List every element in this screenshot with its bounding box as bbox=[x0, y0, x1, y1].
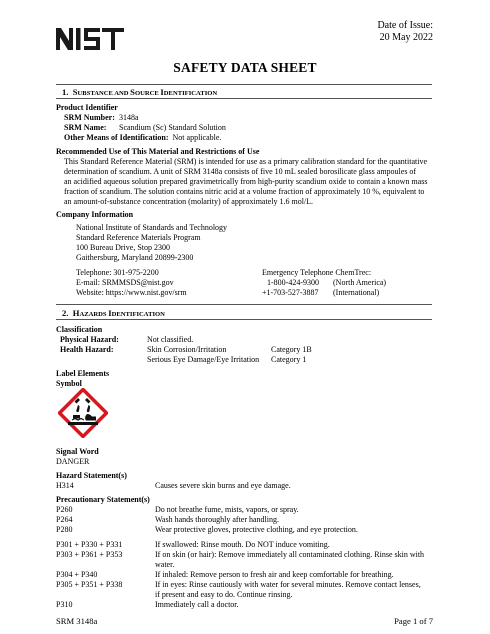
company-address-line: Standard Reference Materials Program bbox=[76, 233, 201, 242]
product-identifier-label: Product Identifier bbox=[56, 103, 118, 112]
other-means-label: Other Means of Identification: bbox=[64, 133, 169, 142]
section-2-heading bbox=[62, 308, 165, 319]
precautionary-statements-label: Precautionary Statement(s) bbox=[56, 495, 150, 504]
recommended-use-line: an amount-of-substance concentration (molarity) of approximately 1.6 mol/L. bbox=[64, 197, 314, 206]
precaution-text: Immediately call a doctor. bbox=[155, 600, 239, 609]
precaution-text: If on skin (or hair): Remove immediately all contaminated clothing. Rinse skin with bbox=[155, 550, 425, 559]
issue-date-block bbox=[377, 20, 433, 44]
precaution-code: P301 + P330 + P331 bbox=[56, 540, 123, 549]
section-divider bbox=[56, 304, 432, 305]
heading-part: OURCE bbox=[134, 90, 161, 97]
footer-srm-id: SRM 3148a bbox=[56, 616, 98, 626]
precaution-text: if present and easy to do. Continue rinsing. bbox=[155, 590, 293, 599]
precaution-text: water. bbox=[155, 560, 175, 569]
srm-number-label: SRM Number: bbox=[64, 113, 115, 122]
emergency-na-number: 1-800-424-9300 bbox=[267, 278, 319, 287]
recommended-use-line: fraction of scandium. The solution contains nitric acid at a volume fraction of approximately 10 %, equivalent to bbox=[64, 187, 425, 196]
section-2-number: 2. bbox=[62, 308, 69, 318]
health-hazard-category: Category 1B bbox=[271, 345, 312, 354]
symbol-label: Symbol bbox=[56, 379, 82, 388]
company-information-label: Company Information bbox=[56, 210, 134, 219]
label-elements-label: Label Elements bbox=[56, 369, 110, 378]
precaution-text: If in eyes: Rinse cautiously with water for several minutes. Remove contact lenses, bbox=[155, 580, 421, 589]
recommended-use-line: determination of scandium. A unit of SRM 3148a consists of five 10 mL sealed borosilicate glass ampoules of bbox=[64, 167, 417, 176]
recommended-use-label: Recommended Use of This Material and Restrictions of Use bbox=[56, 147, 260, 156]
other-means-row bbox=[64, 133, 221, 143]
hazard-statement-text: Causes severe skin burns and eye damage. bbox=[155, 481, 291, 490]
srm-name-label: SRM Name: bbox=[64, 123, 107, 132]
heading-part: I bbox=[160, 87, 164, 97]
physical-hazard-value: Not classified. bbox=[147, 335, 194, 344]
precaution-code: P310 bbox=[56, 600, 73, 609]
srm-name-value: Scandium (Sc) Standard Solution bbox=[119, 123, 226, 132]
recommended-use-line: an acidified aqueous solution prepared gravimetrically from high-purity scandium oxide to contain a known mass bbox=[64, 177, 428, 186]
health-hazard-name: Serious Eye Damage/Eye Irritation bbox=[147, 355, 260, 364]
company-address-line: 100 Bureau Drive, Stop 2300 bbox=[76, 243, 170, 252]
emergency-intl-number: +1-703-527-3887 bbox=[262, 288, 319, 297]
precaution-code: P260 bbox=[56, 505, 73, 514]
heading-part: UBSTANCE AND bbox=[77, 90, 131, 97]
heading-part: I bbox=[108, 308, 112, 318]
other-means-value: Not applicable. bbox=[172, 133, 222, 142]
heading-part: DENTIFICATION bbox=[111, 311, 165, 318]
section-divider bbox=[56, 319, 432, 320]
signal-word-value: DANGER bbox=[56, 457, 90, 466]
signal-word-label: Signal Word bbox=[56, 447, 99, 456]
company-address-line: National Institute of Standards and Technology bbox=[76, 223, 228, 232]
company-website-link[interactable]: Website: https://www.nist.gov/srm bbox=[76, 288, 187, 297]
precaution-code: P305 + P351 + P338 bbox=[56, 580, 123, 589]
issue-date-value: 20 May 2022 bbox=[379, 32, 433, 43]
footer-page-number: Page 1 of 7 bbox=[394, 616, 433, 626]
company-address-line: Gaithersburg, Maryland 20899-2300 bbox=[76, 253, 194, 262]
corrosion-pictogram-icon bbox=[58, 388, 108, 438]
nist-logo bbox=[56, 28, 124, 50]
section-1-number: 1. bbox=[62, 87, 69, 97]
hazard-statement-code: H314 bbox=[56, 481, 74, 490]
precaution-text: Do not breathe fume, mists, vapors, or spray. bbox=[155, 505, 299, 514]
section-1-heading bbox=[62, 87, 217, 98]
section-divider bbox=[56, 84, 432, 85]
precaution-text: If inhaled: Remove person to fresh air and keep comfortable for breathing. bbox=[155, 570, 394, 579]
precaution-text: Wear protective gloves, protective clothing, and eye protection. bbox=[155, 525, 358, 534]
emergency-telephone-label: Emergency Telephone ChemTrec: bbox=[262, 268, 372, 277]
srm-number-value: 3148a bbox=[119, 113, 139, 122]
precaution-text: Wash hands thoroughly after handling. bbox=[155, 515, 279, 524]
recommended-use-line: This Standard Reference Material (SRM) is intended for use as a primary calibration standard for the quantitative bbox=[64, 157, 427, 166]
section-divider bbox=[56, 98, 432, 99]
precaution-code: P280 bbox=[56, 525, 73, 534]
health-hazard-name: Skin Corrosion/Irritation bbox=[147, 345, 227, 354]
precaution-text: If swallowed: Rinse mouth. Do NOT induce vomiting. bbox=[155, 540, 330, 549]
heading-part: S bbox=[130, 87, 135, 97]
physical-hazard-label: Physical Hazard: bbox=[60, 335, 119, 344]
precaution-code: P303 + P361 + P353 bbox=[56, 550, 123, 559]
heading-part: DENTIFICATION bbox=[163, 90, 218, 97]
hazard-statements-label: Hazard Statement(s) bbox=[56, 471, 127, 480]
classification-label: Classification bbox=[56, 325, 103, 334]
document-title: SAFETY DATA SHEET bbox=[173, 60, 317, 75]
health-hazard-category: Category 1 bbox=[271, 355, 307, 364]
health-hazard-label: Health Hazard: bbox=[60, 345, 114, 354]
heading-part: S bbox=[72, 87, 78, 97]
company-telephone: Telephone: 301-975-2200 bbox=[76, 268, 159, 277]
precaution-code: P264 bbox=[56, 515, 73, 524]
heading-part: H bbox=[72, 308, 80, 318]
company-email-link[interactable]: E-mail: SRMMSDS@nist.gov bbox=[76, 278, 174, 287]
heading-part: AZARDS bbox=[79, 311, 109, 318]
emergency-na-region: (North America) bbox=[333, 278, 387, 287]
precaution-code: P304 + P340 bbox=[56, 570, 98, 579]
issue-date-label: Date of Issue: bbox=[377, 20, 433, 31]
emergency-intl-region: (International) bbox=[333, 288, 380, 297]
